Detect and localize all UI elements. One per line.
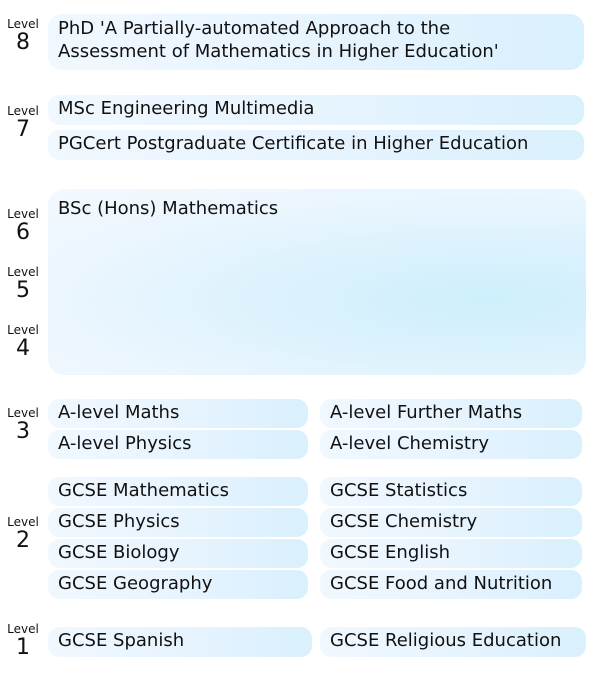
gcse-mathematics: GCSE Mathematics (48, 477, 308, 506)
level-number: 4 (16, 336, 30, 361)
gcse-spanish: GCSE Spanish (48, 627, 312, 657)
level-4-label (0, 324, 46, 361)
gcse-religious-education: GCSE Religious Education (320, 627, 586, 657)
level-word: Level (7, 17, 39, 31)
level-word: Level (7, 406, 39, 420)
alevel-maths: A-level Maths (48, 399, 308, 428)
level-2-label (0, 516, 46, 553)
level-word: Level (7, 622, 39, 636)
level-word: Level (7, 104, 39, 118)
alevel-further-maths: A-level Further Maths (320, 399, 582, 428)
level-3-label (0, 407, 46, 444)
level-number: 3 (16, 419, 30, 444)
gcse-biology: GCSE Biology (48, 539, 308, 568)
alevel-chemistry: A-level Chemistry (320, 430, 582, 459)
level-number: 2 (16, 528, 30, 553)
level-word: Level (7, 515, 39, 529)
level-number: 5 (16, 278, 30, 303)
gcse-chemistry: GCSE Chemistry (320, 508, 582, 537)
gcse-food-nutrition: GCSE Food and Nutrition (320, 570, 582, 599)
level-7-label (0, 105, 46, 142)
phd-title-line-2: Assessment of Mathematics in Higher Education' (58, 41, 499, 62)
phd-title-line-1: PhD 'A Partially-automated Approach to the (58, 18, 451, 39)
level-word: Level (7, 207, 39, 221)
msc-qualification: MSc Engineering Multimedia (48, 95, 584, 125)
level-number: 1 (16, 635, 30, 660)
level-word: Level (7, 323, 39, 337)
level-number: 8 (16, 30, 30, 55)
phd-qualification (48, 14, 584, 70)
level-number: 6 (16, 220, 30, 245)
bsc-qualification (48, 189, 586, 375)
bsc-title: BSc (Hons) Mathematics (58, 198, 279, 219)
alevel-physics: A-level Physics (48, 430, 308, 459)
gcse-statistics: GCSE Statistics (320, 477, 582, 506)
gcse-geography: GCSE Geography (48, 570, 308, 599)
level-5-label (0, 266, 46, 303)
gcse-english: GCSE English (320, 539, 582, 568)
pgcert-qualification: PGCert Postgraduate Certificate in Higher Education (48, 130, 584, 160)
level-6-label (0, 208, 46, 245)
level-8-label (0, 18, 46, 55)
level-1-label (0, 623, 46, 660)
level-number: 7 (16, 117, 30, 142)
level-word: Level (7, 265, 39, 279)
gcse-physics: GCSE Physics (48, 508, 308, 537)
